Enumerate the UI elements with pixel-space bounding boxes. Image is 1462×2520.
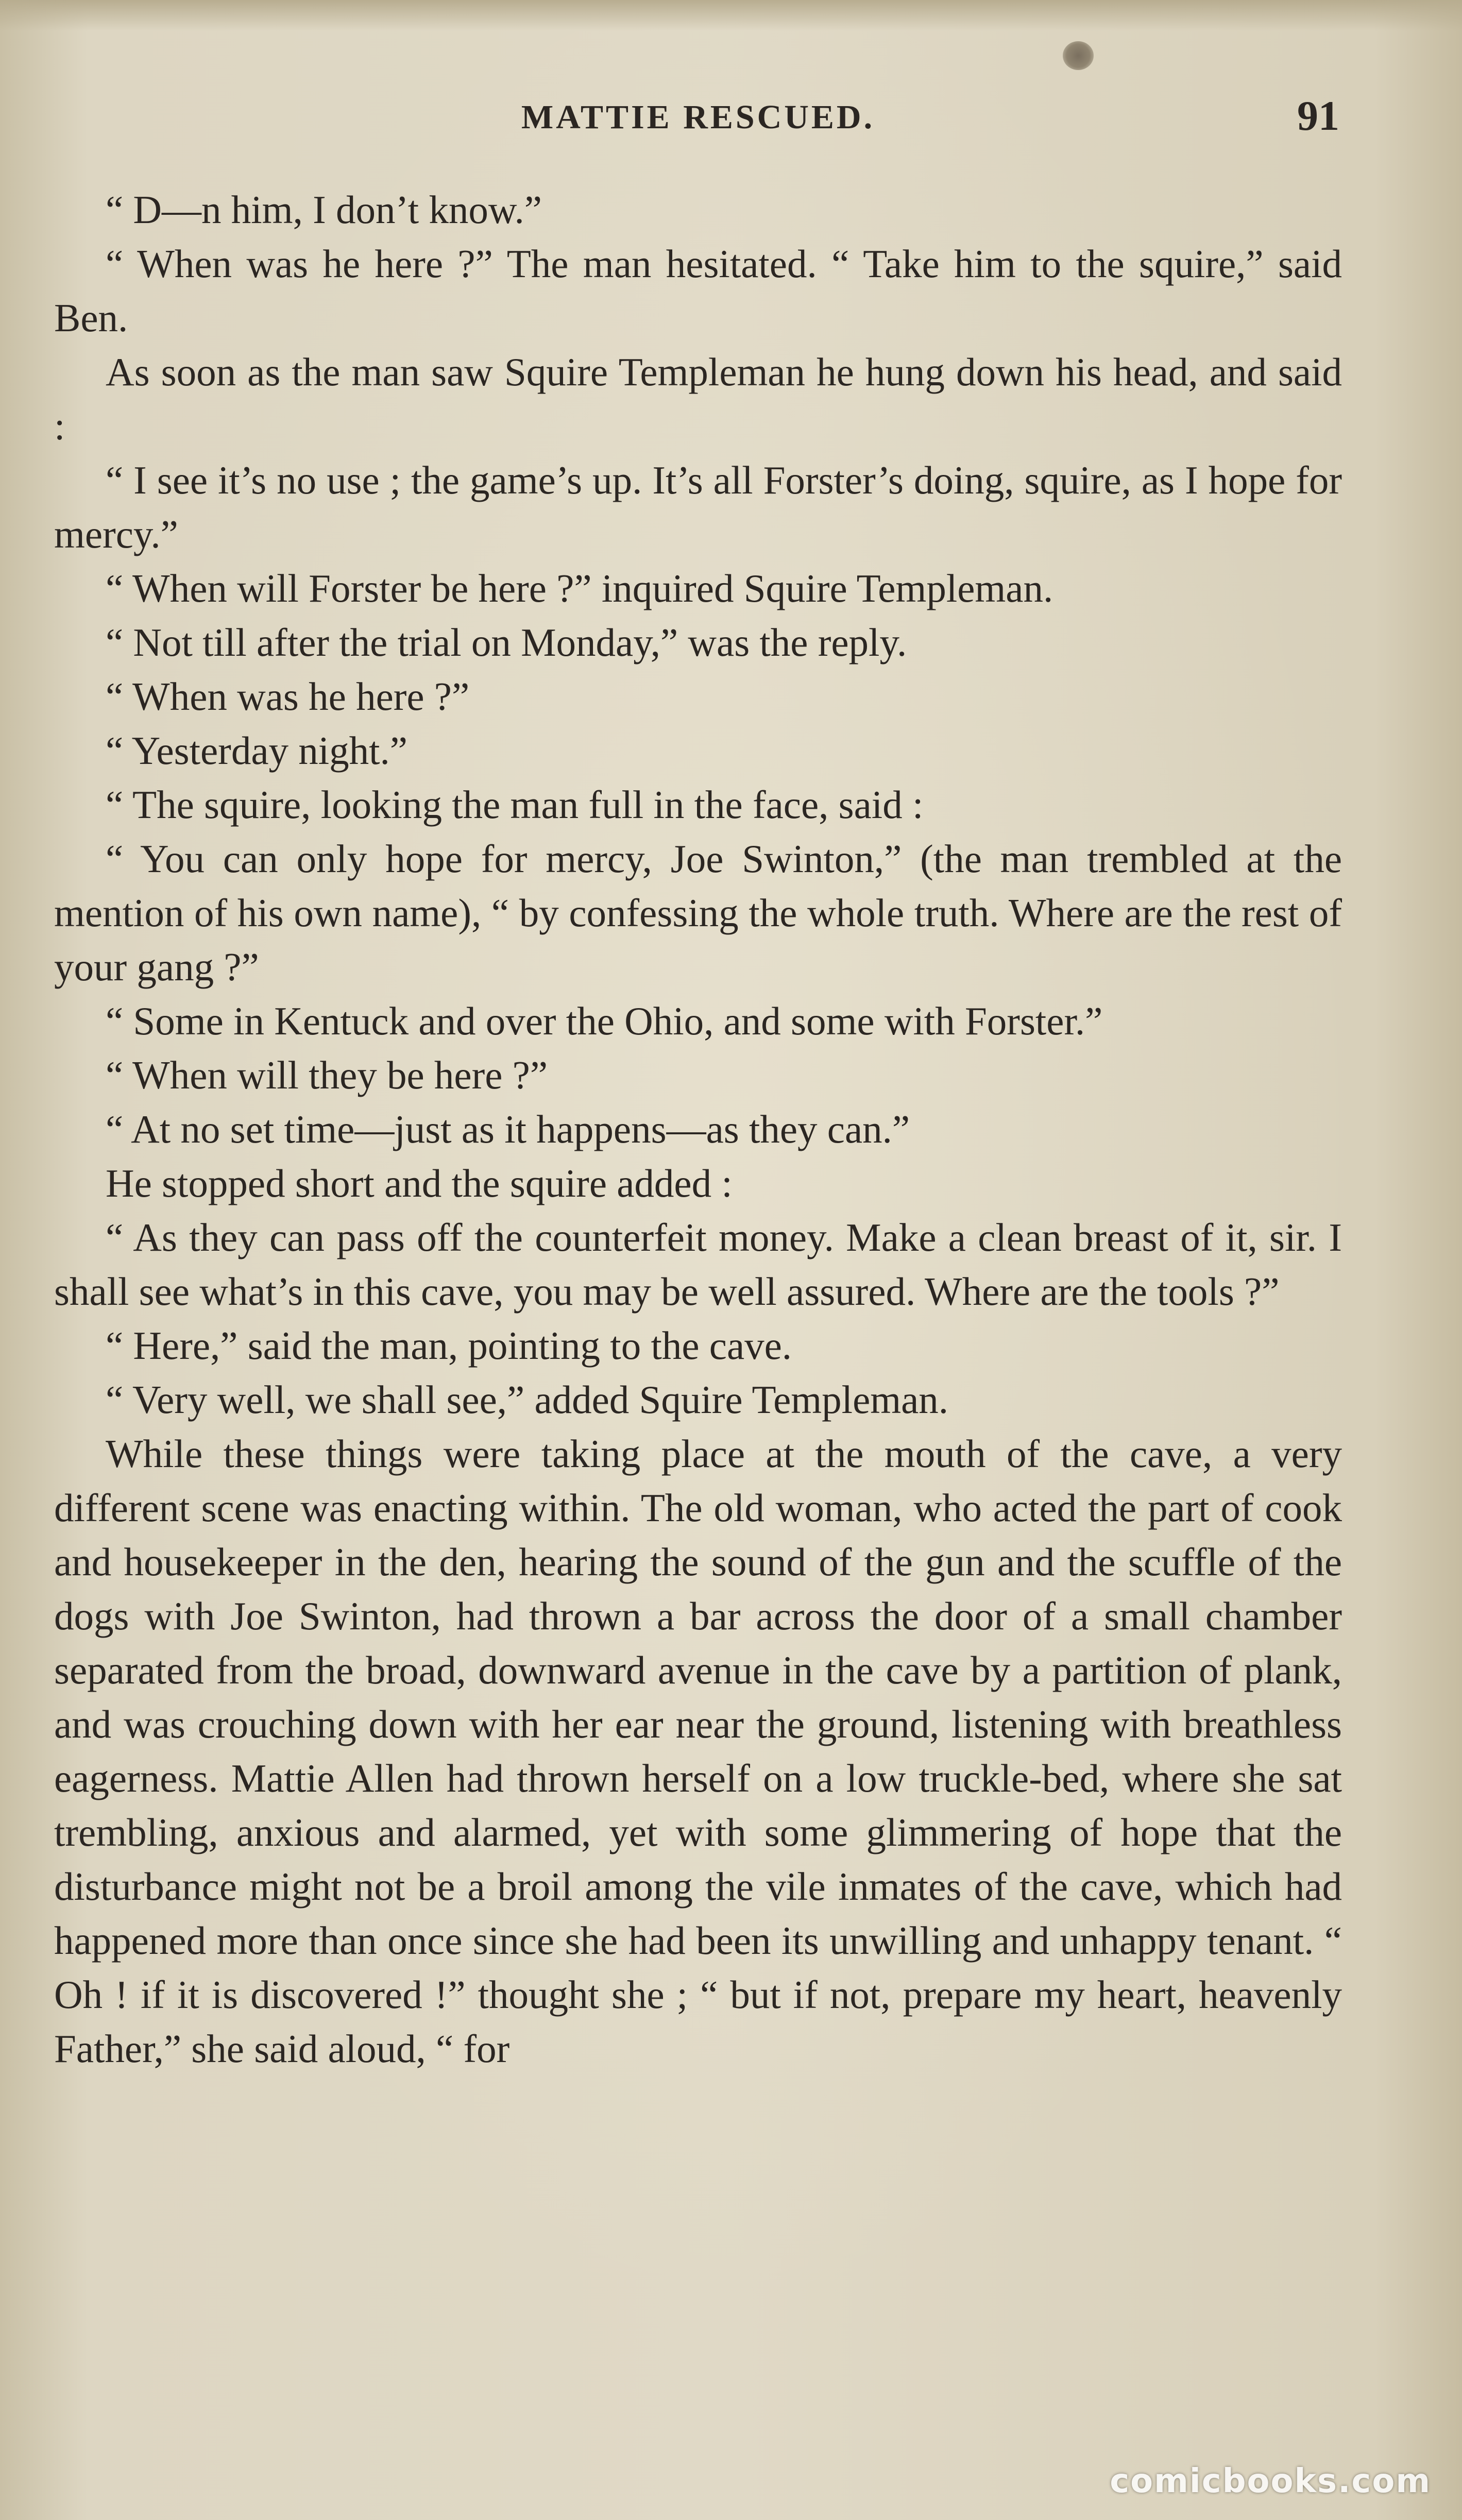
running-title: MATTIE RESCUED. xyxy=(521,98,875,136)
body-text xyxy=(54,183,1342,2076)
paragraph: “ Here,” said the man, pointing to the cave. xyxy=(106,1323,792,1368)
paragraph: “ The squire, looking the man full in the face, said : xyxy=(106,782,924,827)
paragraph: “ When was he here ?” xyxy=(106,674,470,719)
paragraph: “ Not till after the trial on Monday,” was the reply. xyxy=(106,620,907,665)
paragraph: “ When will Forster be here ?” inquired Squire Templeman. xyxy=(106,566,1053,610)
paragraph: “ D—n him, I don’t know.” xyxy=(106,188,542,232)
paragraph: “ You can only hope for mercy, Joe Swinton,” (the man trembled at the mention of his own name), “ by confessing the whole truth. Where are the rest of your gang ?” xyxy=(54,837,1342,989)
page-number: 91 xyxy=(1297,92,1339,139)
paragraph: “ Very well, we shall see,” added Squire Templeman. xyxy=(106,1377,949,1422)
paragraph: “ When will they be here ?” xyxy=(106,1053,548,1097)
paragraph: He stopped short and the squire added : xyxy=(106,1161,733,1205)
paragraph: As soon as the man saw Squire Templeman he hung down his head, and said : xyxy=(54,350,1342,448)
paper-stain xyxy=(1063,41,1094,70)
page-top-shadow xyxy=(0,0,1462,31)
page-header xyxy=(57,88,1339,144)
paragraph: “ I see it’s no use ; the game’s up. It’s all Forster’s doing, squire, as I hope for mercy.” xyxy=(54,458,1342,556)
paragraph: “ When was he here ?” The man hesitated. “ Take him to the squire,” said Ben. xyxy=(54,242,1342,340)
paragraph: “ At no set time—just as it happens—as they can.” xyxy=(106,1107,910,1151)
paragraph: “ Yesterday night.” xyxy=(106,728,407,773)
paragraph: “ As they can pass off the counterfeit money. Make a clean breast of it, sir. I shall see what’s in this cave, you may be well assured. Where are the tools ?” xyxy=(54,1215,1342,1314)
paragraph: “ Some in Kentuck and over the Ohio, and some with Forster.” xyxy=(106,999,1103,1043)
paragraph: While these things were taking place at the mouth of the cave, a very different scene was enacting within. The old woman, who acted the part of cook and housekeeper in the den, hearing the sound of the gun and the scuffle of the dogs with Joe Swinton, had thrown a bar across the door of a small chamber separated from the broad, downward avenue in the cave by a partition of plank, and was crouching down with her ear near the ground, listening with breathless eagerness. Mattie Allen had thrown herself on a low truckle-bed, where she sat trembling, anxious and alarmed, yet with some glimmering of hope that the disturbance might not be a broil among the vile inmates of the cave, which had happened more than once since she had been its unwilling and unhappy tenant. “ Oh ! if it is discovered !” thought she ; “ but if not, prepare my heart, heavenly Father,” she said aloud, “ for xyxy=(54,1432,1342,2071)
site-watermark: comicbooks.com xyxy=(1110,2462,1431,2500)
